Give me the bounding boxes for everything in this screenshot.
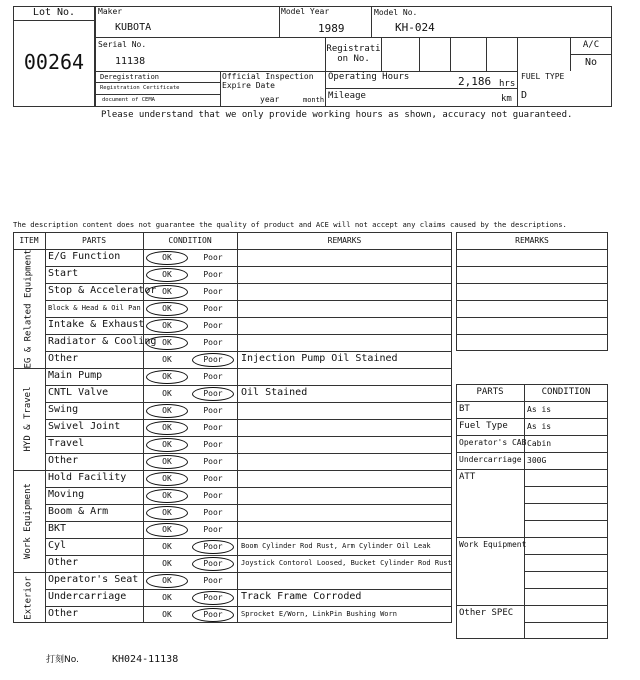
poor-selected-oval <box>192 591 234 605</box>
serial-label: Serial No. <box>98 40 147 49</box>
col-remarks-header: REMARKS <box>327 236 362 245</box>
part-name: Start <box>48 268 79 279</box>
group-label: Exterior <box>23 575 33 620</box>
ok-selected-oval <box>146 370 188 384</box>
part-name: CNTL Valve <box>48 387 109 398</box>
part-name: Operator's Seat <box>48 574 139 585</box>
ok-option[interactable]: OK <box>162 525 172 534</box>
col-condition-header: CONDITION <box>168 236 212 245</box>
ok-option[interactable]: OK <box>162 287 172 296</box>
poor-selected-oval <box>192 353 234 367</box>
part-name: Block & Head & Oil Pan <box>48 304 141 312</box>
remark-text: Oil Stained <box>241 387 308 398</box>
ok-selected-oval <box>146 574 188 588</box>
part-name: Swivel Joint <box>48 421 121 432</box>
ok-selected-oval <box>146 506 188 520</box>
ok-option[interactable]: OK <box>162 321 172 330</box>
registration-label: Registrati <box>326 44 381 54</box>
model-year-value: 1989 <box>318 22 345 35</box>
right-condition-header: CONDITION <box>541 387 591 397</box>
poor-selected-oval <box>192 387 234 401</box>
operating-hours-value: 2,186 <box>458 75 492 88</box>
part-name: Undercarriage <box>48 591 127 602</box>
right-condition-value: As is <box>527 405 552 414</box>
poor-option[interactable]: Poor <box>203 355 223 364</box>
ok-selected-oval <box>146 319 188 333</box>
ac-label: A/C <box>582 40 600 50</box>
group-label: HYD & Travel <box>23 386 33 452</box>
right-part-name: ATT <box>459 472 476 482</box>
part-name: Boom & Arm <box>48 506 109 517</box>
right-condition-value: Cabin <box>527 439 552 448</box>
ok-selected-oval <box>146 472 188 486</box>
poor-selected-oval <box>192 557 234 571</box>
group-label: Work Equipment <box>23 483 33 559</box>
remark-text: Boom Cylinder Rod Rust, Arm Cylinder Oil Leak <box>241 542 431 550</box>
remark-text: Injection Pump Oil Stained <box>241 353 398 364</box>
hours-note: Please understand that we only provide working hours as shown, accuracy not guaranteed. <box>101 110 573 120</box>
ok-option[interactable]: OK <box>162 355 172 364</box>
col-item-header: ITEM <box>19 236 39 245</box>
part-name: Radiator & Cooling <box>48 336 157 347</box>
poor-option[interactable]: Poor <box>203 389 223 398</box>
ok-selected-oval <box>146 523 188 537</box>
poor-option[interactable]: Poor <box>203 423 223 432</box>
ok-option[interactable]: OK <box>162 423 172 432</box>
remark-text: Sprocket E/Worn, LinkPin Bushing Worn <box>241 610 397 618</box>
ok-option[interactable]: OK <box>162 389 172 398</box>
ok-option[interactable]: OK <box>162 304 172 313</box>
year-label: year <box>260 95 280 104</box>
right-part-name: Undercarriage <box>459 455 522 464</box>
poor-option[interactable]: Poor <box>203 474 223 483</box>
poor-option[interactable]: Poor <box>203 559 223 568</box>
right-remarks-header: REMARKS <box>515 236 549 245</box>
right-part-name: Fuel Type <box>459 421 508 431</box>
fuel-type-label: FUEL TYPE <box>521 72 565 81</box>
poor-option[interactable]: Poor <box>203 372 223 381</box>
ok-selected-oval <box>146 251 188 265</box>
right-part-name: Operator's CAB <box>459 438 527 447</box>
disclaimer: The description content does not guarantee the quality of product and ACE will not accept any claims caused by the descriptions. <box>13 220 567 229</box>
stamp-number: KH024-11138 <box>112 654 179 665</box>
ok-option[interactable]: OK <box>162 253 172 262</box>
remark-text: Track Frame Corroded <box>241 591 362 602</box>
right-parts-header: PARTS <box>476 387 504 397</box>
poor-option[interactable]: Poor <box>203 593 223 602</box>
ok-option[interactable]: OK <box>162 474 172 483</box>
poor-option[interactable]: Poor <box>203 525 223 534</box>
ok-selected-oval <box>146 285 188 299</box>
poor-option[interactable]: Poor <box>203 406 223 415</box>
part-name: Main Pump <box>48 370 103 381</box>
poor-selected-oval <box>192 608 234 622</box>
poor-selected-oval <box>192 540 234 554</box>
part-name: BKT <box>48 523 67 534</box>
part-name: Other <box>48 353 79 364</box>
ok-selected-oval <box>146 455 188 469</box>
ok-option[interactable]: OK <box>162 593 172 602</box>
poor-option[interactable]: Poor <box>203 508 223 517</box>
dereg-label: Deregistration <box>100 73 160 81</box>
ok-option[interactable]: OK <box>162 457 172 466</box>
registration-label-2: on No. <box>337 54 370 64</box>
part-name: Intake & Exhaust <box>48 319 145 330</box>
poor-option[interactable]: Poor <box>203 287 223 296</box>
inspection-label-2: Expire Date <box>222 81 275 90</box>
other-spec-label: Other SPEC <box>459 608 514 618</box>
ac-value: No <box>584 57 598 68</box>
part-name: Moving <box>48 489 85 500</box>
ok-selected-oval <box>146 302 188 316</box>
part-name: Hold Facility <box>48 472 127 483</box>
ok-option[interactable]: OK <box>162 406 172 415</box>
part-name: Cyl <box>48 540 67 551</box>
ok-selected-oval <box>146 404 188 418</box>
poor-option[interactable]: Poor <box>203 270 223 279</box>
right-part-name: BT <box>459 404 470 414</box>
poor-option[interactable]: Poor <box>203 610 223 619</box>
cema-label: document of CEMA <box>102 97 155 103</box>
work-equipment-label: Work Equipment <box>459 540 527 549</box>
model-no-label: Model No. <box>374 8 418 17</box>
poor-option[interactable]: Poor <box>203 253 223 262</box>
part-name: Swing <box>48 404 79 415</box>
poor-option[interactable]: Poor <box>203 321 223 330</box>
ok-selected-oval <box>146 336 188 350</box>
poor-option[interactable]: Poor <box>203 440 223 449</box>
poor-option[interactable]: Poor <box>203 338 223 347</box>
poor-option[interactable]: Poor <box>203 542 223 551</box>
ok-selected-oval <box>146 489 188 503</box>
part-name: Other <box>48 557 79 568</box>
mileage-label: Mileage <box>328 91 366 101</box>
model-year-label: Model Year <box>281 7 330 16</box>
fuel-type-value: D <box>521 90 528 101</box>
group-label: EG & Related Equipment <box>23 248 33 368</box>
poor-option[interactable]: Poor <box>203 576 223 585</box>
ok-option[interactable]: OK <box>162 576 172 585</box>
ok-option[interactable]: OK <box>162 372 172 381</box>
lot-number: 00264 <box>23 50 85 74</box>
maker-value: KUBOTA <box>115 22 152 33</box>
remark-text: Joystick Contorol Loosed, Bucket Cylinder Rod Rust <box>241 559 452 567</box>
part-name: E/G Function <box>48 251 121 262</box>
maker-label: Maker <box>98 7 123 16</box>
poor-option[interactable]: Poor <box>203 491 223 500</box>
ok-option[interactable]: OK <box>162 491 172 500</box>
lot-label: Lot No. <box>32 7 76 18</box>
part-name: Travel <box>48 438 85 449</box>
part-name: Other <box>48 608 79 619</box>
ok-option[interactable]: OK <box>162 270 172 279</box>
ok-option[interactable]: OK <box>162 508 172 517</box>
ok-selected-oval <box>146 421 188 435</box>
model-no-value: KH-024 <box>395 21 435 34</box>
stamp-label: 打刻No. <box>46 655 79 665</box>
inspection-label: Official Inspection <box>222 72 314 81</box>
km-unit: km <box>501 94 512 104</box>
ok-option[interactable]: OK <box>162 610 172 619</box>
serial-value: 11138 <box>115 56 146 67</box>
ok-selected-oval <box>146 268 188 282</box>
col-parts-header: PARTS <box>81 236 107 245</box>
part-name: Other <box>48 455 79 466</box>
month-label: month <box>303 96 325 104</box>
ok-option[interactable]: OK <box>162 542 172 551</box>
ok-option[interactable]: OK <box>162 440 172 449</box>
operating-hours-label: Operating Hours <box>328 72 410 82</box>
ok-selected-oval <box>146 438 188 452</box>
poor-option[interactable]: Poor <box>203 304 223 313</box>
part-name: Stop & Accelerator <box>48 285 157 296</box>
ok-option[interactable]: OK <box>162 559 172 568</box>
hrs-unit: hrs <box>499 79 516 89</box>
right-condition-value: 300G <box>527 456 547 465</box>
ok-option[interactable]: OK <box>162 338 172 347</box>
dereg-sub: Registration Certificate <box>100 85 180 91</box>
poor-option[interactable]: Poor <box>203 457 223 466</box>
right-condition-value: As is <box>527 422 552 431</box>
